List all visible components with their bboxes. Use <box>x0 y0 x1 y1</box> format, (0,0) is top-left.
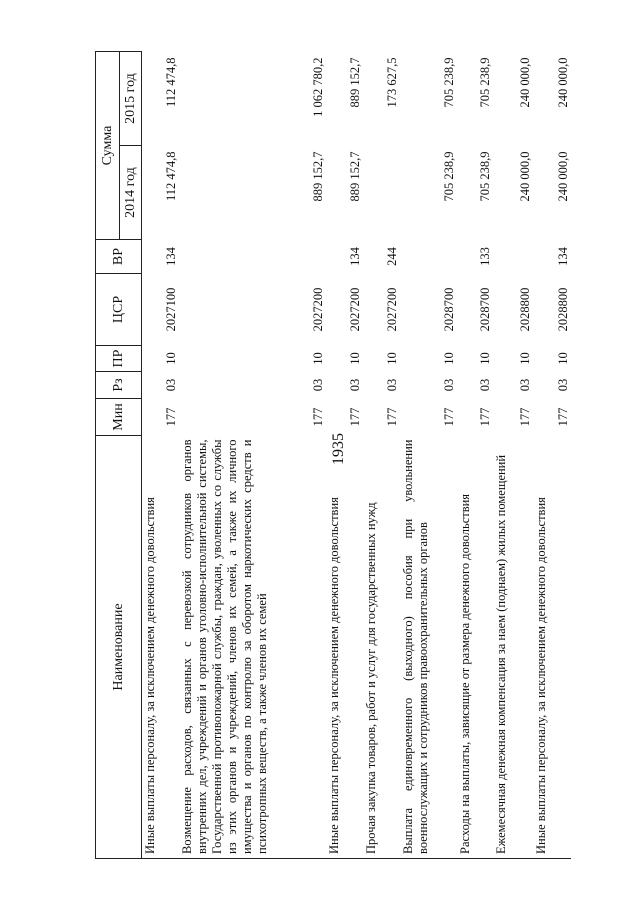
row-pr: 10 <box>517 352 532 365</box>
row-pr: 10 <box>163 352 178 365</box>
row-vr: 244 <box>384 247 399 266</box>
row-rz: 03 <box>477 378 492 392</box>
row-csr: 2027200 <box>347 287 362 332</box>
table-row <box>142 52 179 859</box>
row-pr: 10 <box>555 352 570 365</box>
row-sum-2014: 240 000,0 <box>517 151 532 202</box>
row-sum-2015: 1 062 780,2 <box>310 57 325 117</box>
row-name: Прочая закупка товаров, работ и услуг для государственных нужд <box>363 436 400 859</box>
row-sum-2015: 112 474,8 <box>163 57 178 108</box>
header-csr: ЦСР <box>96 274 142 346</box>
row-name: Иные выплаты персоналу, за исключением денежного довольствия <box>142 436 179 859</box>
row-csr: 2027100 <box>163 287 178 332</box>
row-pr: 10 <box>310 352 325 365</box>
row-pr: 10 <box>441 352 456 365</box>
row-min: 177 <box>384 407 399 427</box>
row-sum-2015: 705 238,9 <box>477 57 492 108</box>
row-rz: 03 <box>163 378 178 392</box>
row-sum-2014 <box>363 146 400 240</box>
table-row <box>326 52 363 859</box>
row-name: Ежемесячная денежная компенсация за наем (поднаем) жилых помещений <box>493 436 533 859</box>
row-min: 177 <box>441 407 456 427</box>
row-pr: 10 <box>384 352 399 365</box>
header-name: Наименование <box>96 436 142 859</box>
header-vr: ВР <box>96 240 142 274</box>
row-name: Выплата единовременного (выходного) пособия при увольнении военнослужащих и сотрудников правоохранительных органов <box>400 436 457 859</box>
row-rz: 03 <box>441 378 456 392</box>
row-name: Иные выплаты персоналу, за исключением денежного довольствия <box>326 436 363 859</box>
row-sum-2015: 240 000,0 <box>555 57 570 108</box>
row-rz: 03 <box>347 378 362 392</box>
row-sum-2015: 889 152,7 <box>347 57 362 108</box>
table-row <box>400 52 457 859</box>
row-sum-2015: 173 627,5 <box>384 57 399 108</box>
row-sum-2014: 705 238,9 <box>441 151 456 202</box>
header-rz: Рз <box>96 372 142 399</box>
row-min: 177 <box>310 407 325 427</box>
row-vr: 133 <box>477 247 492 266</box>
table-row <box>363 52 400 859</box>
row-vr: 134 <box>163 247 178 266</box>
row-name: Возмещение расходов, связанных с перевозкой сотрудников органов внутренних дел, учреждений и органов уголовно-исполнительной системы, Государственной противопожарной службы, граждан, уволенных со службы из этих органов и учреждений, членов их семей, а также их личного имущества и органов по контролю за оборотом наркотических средств и психотропных веществ, а также членов их семей <box>179 436 326 859</box>
row-name: Иные выплаты персоналу, за исключением денежного довольствия <box>533 436 571 859</box>
table-row <box>457 52 493 859</box>
row-sum-2015: 240 000,0 <box>517 57 532 108</box>
row-csr: 2027200 <box>310 287 325 332</box>
header-pr: ПР <box>96 346 142 372</box>
row-min: 177 <box>517 407 532 427</box>
row-sum-2014: 705 238,9 <box>477 151 492 202</box>
row-min: 177 <box>477 407 492 427</box>
row-rz: 03 <box>555 378 570 392</box>
row-csr: 2028700 <box>441 287 456 332</box>
row-vr: 134 <box>347 247 362 266</box>
budget-table <box>95 51 571 859</box>
row-pr: 10 <box>347 352 362 365</box>
row-rz: 03 <box>517 378 532 392</box>
header-sum: Сумма <box>96 52 120 240</box>
row-csr: 2027200 <box>384 287 399 332</box>
row-min: 177 <box>555 407 570 427</box>
row-sum-2014: 240 000,0 <box>555 151 570 202</box>
header-min: Мин <box>96 399 142 436</box>
budget-table-sheet <box>95 52 570 859</box>
table-row <box>493 52 533 859</box>
row-vr <box>179 240 326 274</box>
row-rz: 03 <box>384 378 399 392</box>
row-vr <box>493 240 533 274</box>
row-vr: 134 <box>555 247 570 266</box>
header-year-2014: 2014 год <box>120 146 142 240</box>
row-sum-2014: 889 152,7 <box>310 151 325 202</box>
row-rz: 03 <box>310 378 325 392</box>
row-csr: 2028800 <box>517 287 532 332</box>
table-row <box>179 52 326 859</box>
row-vr <box>400 240 457 274</box>
page-number: 1935 <box>330 433 347 465</box>
row-csr: 2028700 <box>477 287 492 332</box>
row-csr: 2028800 <box>555 287 570 332</box>
row-min: 177 <box>347 407 362 427</box>
row-sum-2014: 112 474,8 <box>163 151 178 202</box>
row-pr: 10 <box>477 352 492 365</box>
row-sum-2015: 705 238,9 <box>441 57 456 108</box>
row-min: 177 <box>163 407 178 427</box>
row-name: Расходы на выплаты, зависящие от размера денежного довольствия <box>457 436 493 859</box>
table-row <box>533 52 571 859</box>
header-year-2015: 2015 год <box>120 52 142 146</box>
row-sum-2014: 889 152,7 <box>347 151 362 202</box>
